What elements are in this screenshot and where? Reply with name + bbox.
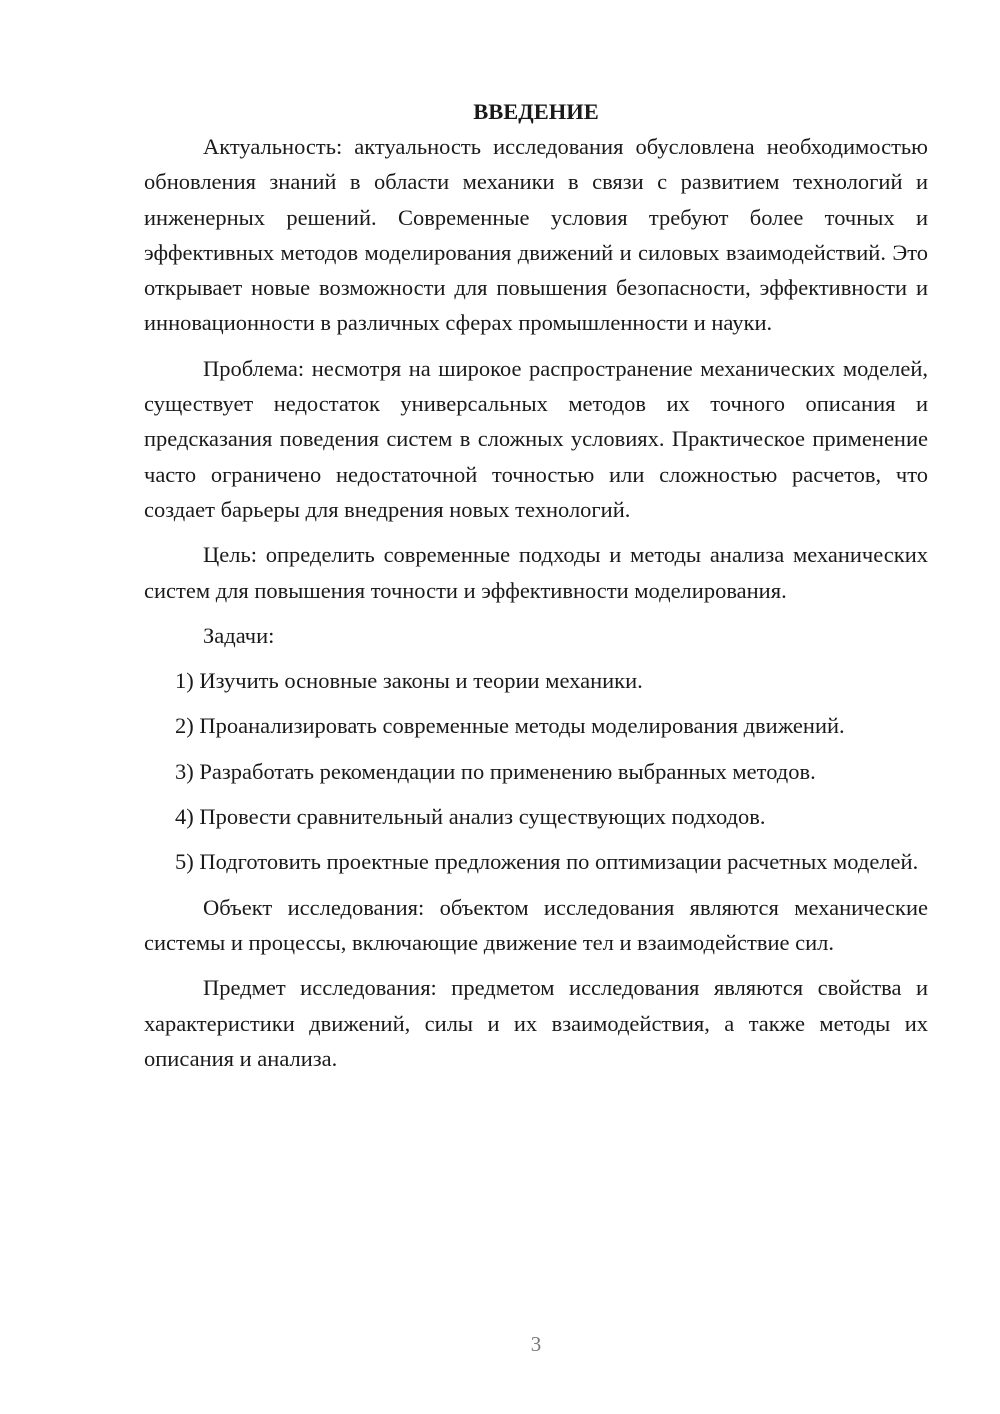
page-title: ВВЕДЕНИЕ — [473, 99, 599, 124]
relevance-paragraph: Актуальность: актуальность исследования обусловлена необходимостью обновления знаний в области механики в связи с развитием технологий и инженерных решений. Современные условия требуют более точных и эффективных методов моделирования движений и силовых взаимодействий. Это открывает новые возможности для повышения безопасности, эффективности и инновационности в различных сферах промышленности и науки. — [144, 134, 928, 336]
task-item: 2) Проанализировать современные методы моделирования движений. — [175, 713, 845, 739]
goal-paragraph: Цель: определить современные подходы и методы анализа механических систем для повышения точности и эффективности моделирования. — [144, 542, 928, 603]
object-paragraph: Объект исследования: объектом исследования являются механические системы и процессы, включающие движение тел и взаимодействие сил. — [144, 894, 928, 955]
page-number: 3 — [530, 1332, 542, 1356]
subject-paragraph: Предмет исследования: предметом исследования являются свойства и характеристики движений, силы и их взаимодействия, а также методы их описания и анализа. — [144, 975, 928, 1071]
task-item: 5) Подготовить проектные предложения по оптимизации расчетных моделей. — [175, 849, 919, 875]
task-item: 1) Изучить основные законы и теории механики. — [175, 668, 643, 694]
task-item: 3) Разработать рекомендации по применению выбранных методов. — [175, 758, 816, 784]
page-content — [144, 94, 928, 1076]
tasks-title: Задачи: — [203, 622, 275, 648]
problem-paragraph: Проблема: несмотря на широкое распространение механических моделей, существует недостаток универсальных методов их точного описания и предсказания поведения систем в сложных условиях. Практическое применение часто ограничено недостаточной точностью или сложностью расчетов, что создает барьеры для внедрения новых технологий. — [144, 355, 928, 522]
task-item: 4) Провести сравнительный анализ существующих подходов. — [175, 804, 766, 830]
